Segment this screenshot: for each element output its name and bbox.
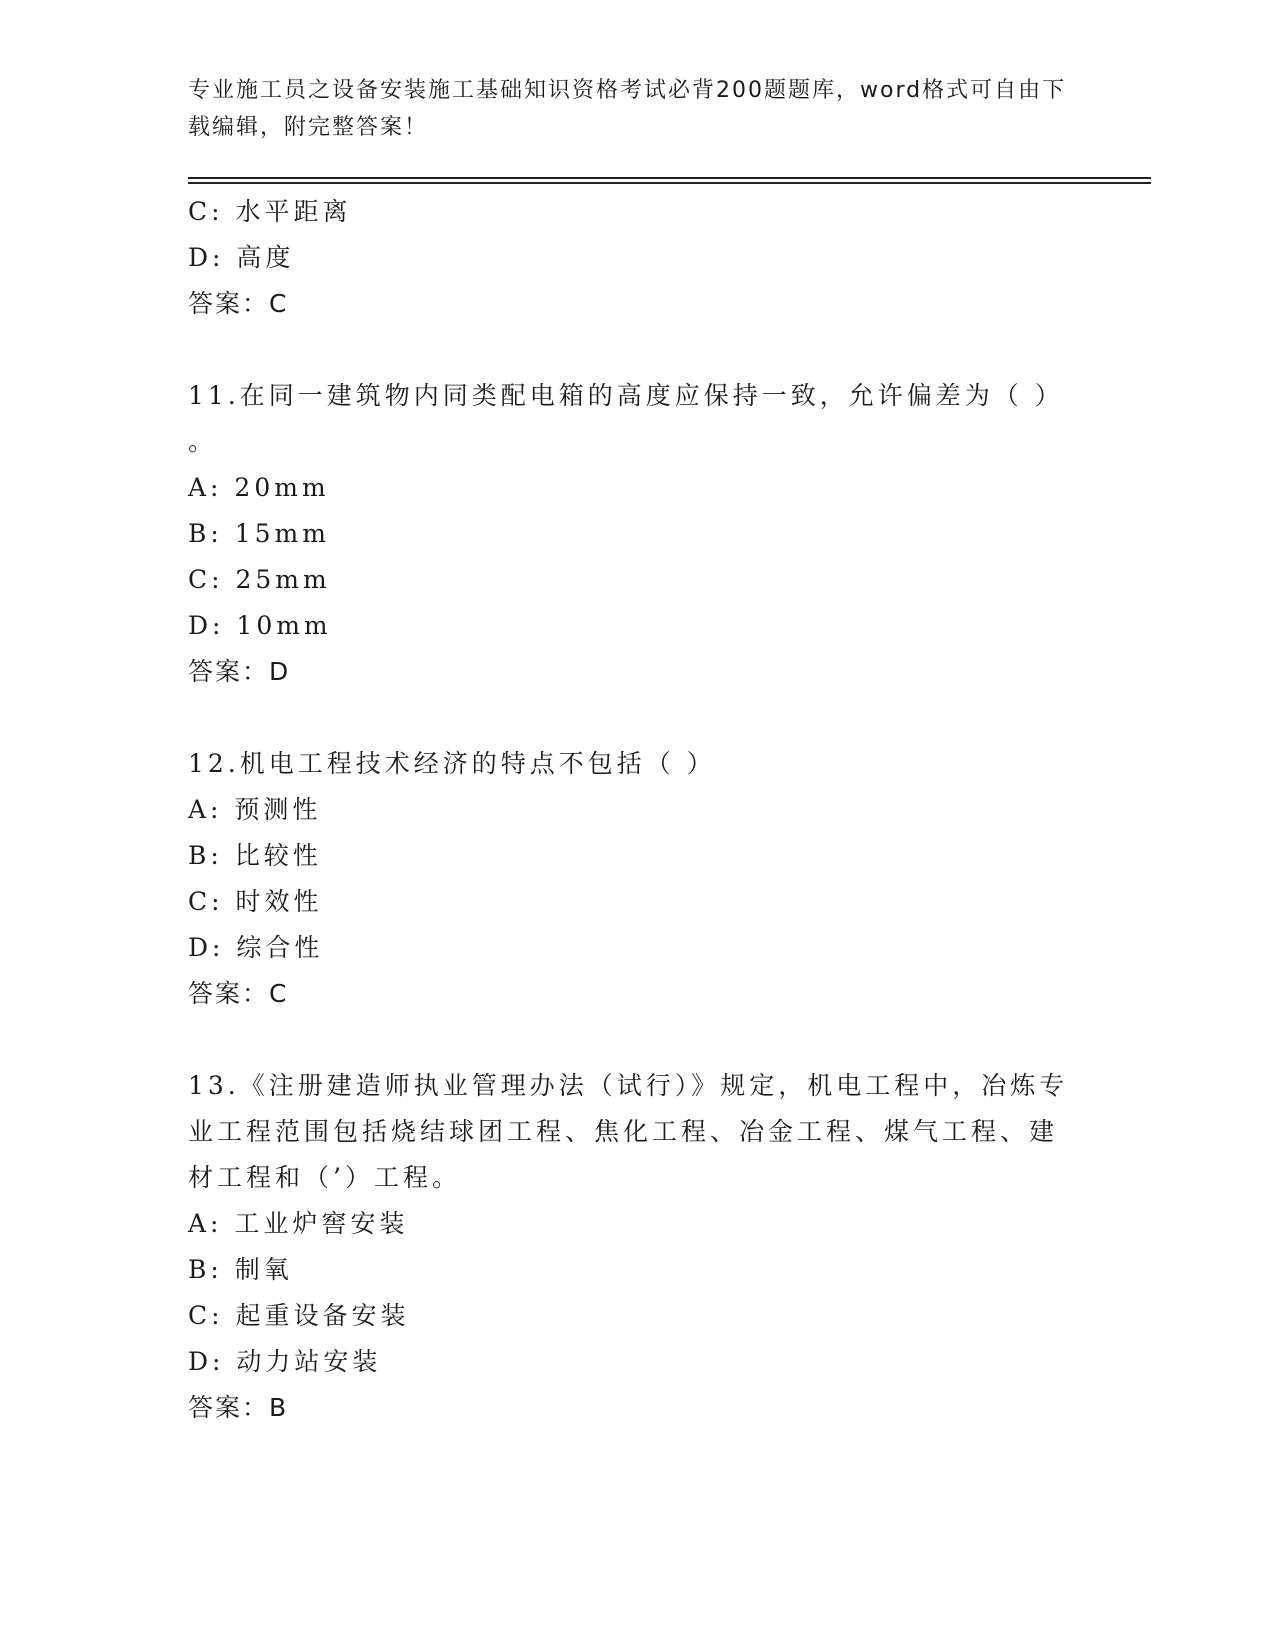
option-a: A: 20mm bbox=[188, 473, 330, 502]
question-block-13 bbox=[188, 1063, 1088, 1431]
answer-line: 答案：B bbox=[188, 1393, 289, 1422]
option-a: A: 预测性 bbox=[188, 795, 322, 824]
option-b: B: 制氧 bbox=[188, 1255, 293, 1284]
document-header: 专业施工员之设备安装施工基础知识资格考试必背200题题库，word格式可自由下载编辑，附完整答案！ bbox=[188, 78, 1067, 140]
question-block-11 bbox=[188, 373, 1088, 695]
option-b: B: 15mm bbox=[188, 519, 330, 548]
option-b: B: 比较性 bbox=[188, 841, 322, 870]
option-d: D: 10mm bbox=[188, 611, 332, 640]
option-a: A: 工业炉窖安装 bbox=[188, 1209, 409, 1238]
question-stem-continued: 材工程和（’）工程。 bbox=[188, 1163, 461, 1192]
option-c: C: 起重设备安装 bbox=[188, 1301, 410, 1330]
option-d: D: 动力站安装 bbox=[188, 1347, 382, 1376]
answer-line: 答案：C bbox=[188, 979, 289, 1008]
option-d: D: 高度 bbox=[188, 243, 295, 272]
answer-line: 答案：D bbox=[188, 657, 291, 686]
question-stem: 11.在同一建筑物内同类配电箱的高度应保持一致，允许偏差为（ ） bbox=[188, 381, 1064, 410]
option-c: C: 水平距离 bbox=[188, 197, 352, 226]
question-stem-continued: 。 bbox=[188, 427, 218, 456]
question-stem: 12.机电工程技术经济的特点不包括（ ） bbox=[188, 749, 716, 778]
question-list bbox=[188, 189, 1088, 1431]
header-divider-bottom bbox=[188, 182, 1151, 184]
question-block-12 bbox=[188, 741, 1088, 1017]
answer-line: 答案：C bbox=[188, 289, 289, 318]
question-block-prev bbox=[188, 189, 1088, 327]
option-c: C: 时效性 bbox=[188, 887, 323, 916]
header-divider-top bbox=[188, 177, 1151, 179]
question-stem: 13.《注册建造师执业管理办法（试行）》规定，机电工程中，冶炼专 bbox=[188, 1071, 1069, 1100]
option-c: C: 25mm bbox=[188, 565, 331, 594]
option-d: D: 综合性 bbox=[188, 933, 324, 962]
question-stem-continued: 业工程范围包括烧结球团工程、焦化工程、冶金工程、煤气工程、建 bbox=[188, 1117, 1059, 1146]
